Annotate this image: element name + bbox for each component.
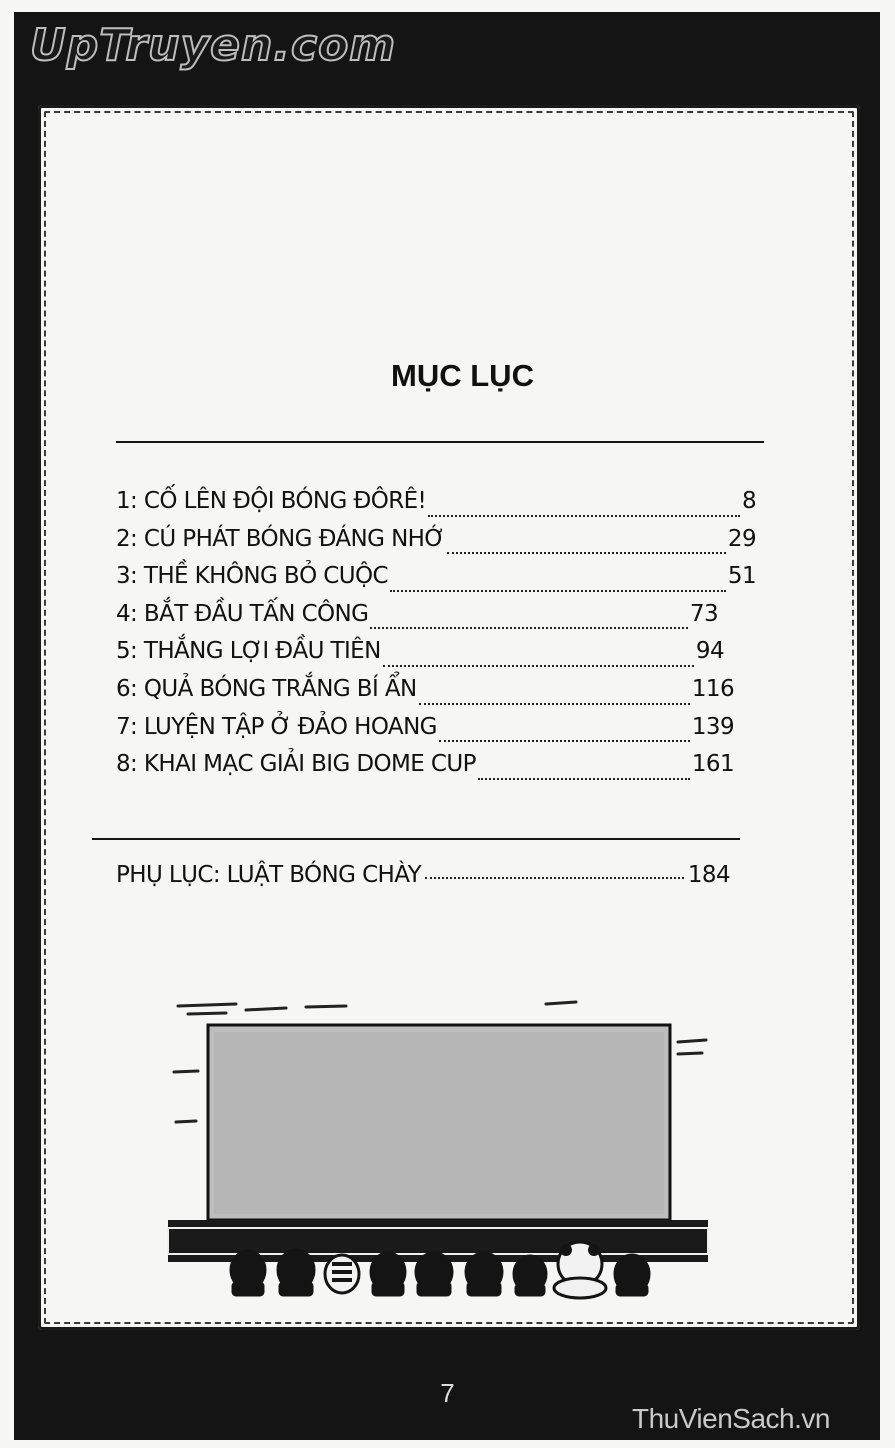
toc-entry-label: 8: KHAI MẠC GIẢI BIG DOME CUP (116, 751, 476, 778)
appendix-entry[interactable] (116, 862, 730, 888)
toc-leader-dots (390, 584, 726, 592)
appendix-leader-dots (425, 871, 684, 879)
toc-entry[interactable] (116, 488, 756, 526)
watermark-bottom: ThuVienSach.vn (632, 1403, 830, 1434)
toc-entry-page: 8 (741, 488, 756, 514)
toc-entry-page: 161 (691, 751, 734, 778)
toc-entry[interactable] (116, 751, 734, 789)
toc-leader-dots (447, 546, 726, 554)
toc-entry-label: 1: CỐ LÊN ĐỘI BÓNG ĐÔRÊ! (116, 488, 427, 514)
toc-entry[interactable] (116, 638, 724, 676)
toc-entry[interactable] (116, 601, 718, 639)
toc-entry-label: 6: QUẢ BÓNG TRẮNG BÍ ẨN (116, 675, 417, 702)
toc-leader-dots (428, 509, 740, 517)
toc-entry-page: 29 (727, 525, 756, 552)
toc-entry-page: 73 (689, 600, 718, 627)
characters-watching-screen-illustration (166, 992, 726, 1304)
toc-entry[interactable] (116, 563, 756, 601)
toc-entry-label: 2: CÚ PHÁT BÓNG ĐÁNG NHỚ (116, 525, 445, 552)
toc-entry[interactable] (116, 526, 756, 564)
toc-entry-label: 3: THỀ KHÔNG BỎ CUỘC (116, 563, 388, 590)
toc-entry-label: 4: BẮT ĐẦU TẤN CÔNG (116, 600, 369, 627)
toc-entry-page: 116 (691, 675, 734, 702)
page-title: MỤC LỤC (391, 358, 534, 393)
toc-entry-page: 51 (727, 563, 756, 590)
toc-entry[interactable] (116, 714, 734, 752)
toc-entry-label: 5: THẮNG LỢI ĐẦU TIÊN (116, 638, 381, 665)
toc-entry-page: 94 (695, 638, 724, 665)
toc-leader-dots (439, 734, 690, 742)
toc-leader-dots (383, 659, 694, 667)
toc-entry-label: 7: LUYỆN TẬP Ở ĐẢO HOANG (116, 713, 437, 740)
bottom-divider (92, 838, 740, 840)
toc-entry[interactable] (116, 676, 734, 714)
table-of-contents (116, 488, 756, 789)
toc-leader-dots (419, 697, 690, 705)
appendix-page: 184 (687, 862, 730, 888)
page-number: 7 (440, 1378, 455, 1408)
top-divider (116, 441, 764, 443)
toc-leader-dots (370, 621, 688, 629)
watermark-top: UpTruyen.com (30, 20, 397, 71)
toc-leader-dots (478, 772, 690, 780)
toc-entry-page: 139 (691, 713, 734, 740)
appendix-label: PHỤ LỤC: LUẬT BÓNG CHÀY (116, 862, 422, 888)
